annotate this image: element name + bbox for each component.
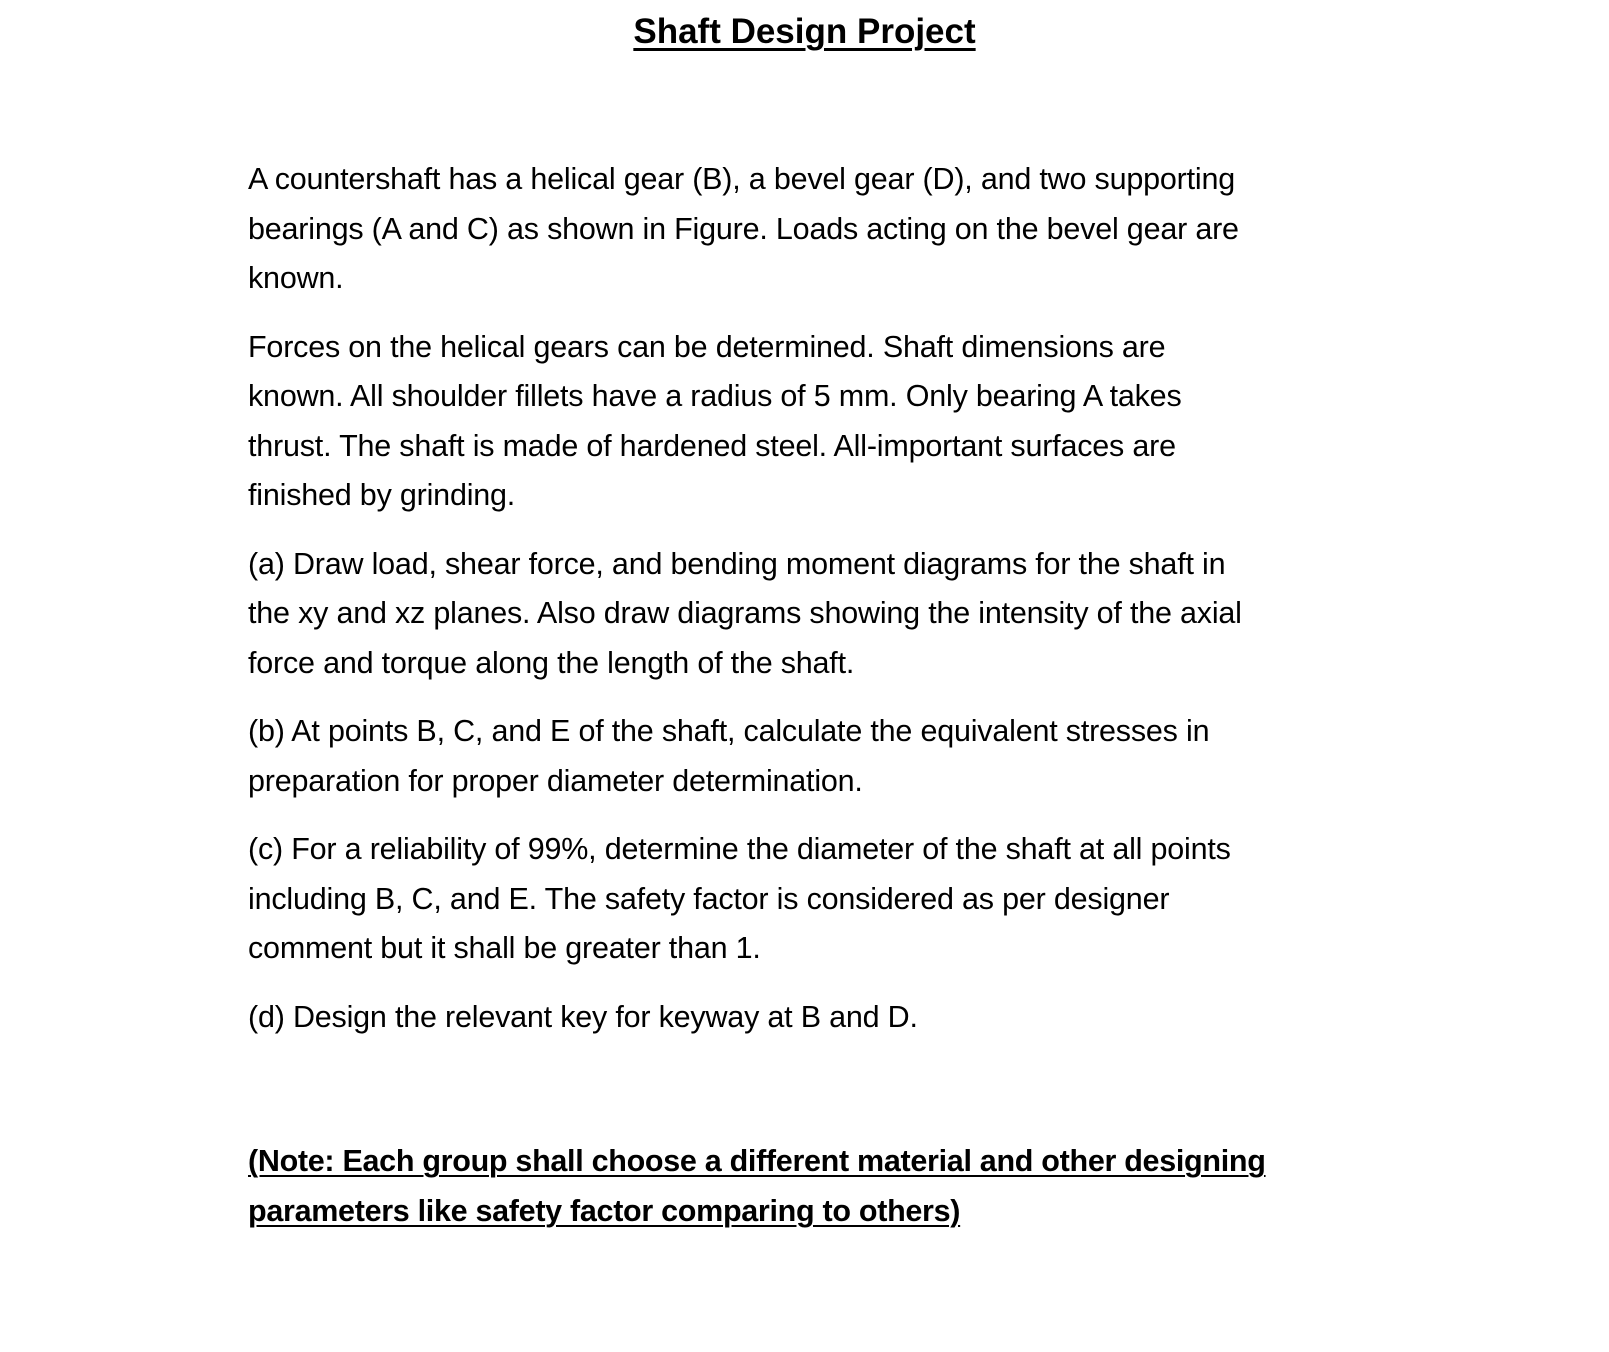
paragraph-line: bearings (A and C) as shown in Figure. Loads acting on the bevel gear are [248, 211, 1239, 246]
paragraph-line: (b) At points B, C, and E of the shaft, calculate the equivalent stresses in [248, 714, 1210, 748]
paragraph-line: comment but it shall be greater than 1. [248, 931, 761, 965]
task-a [248, 540, 1378, 689]
paragraph-line: force and torque along the length of the shaft. [248, 645, 855, 680]
paragraph-conditions [248, 323, 1378, 521]
task-b [248, 707, 1378, 806]
page-title-text: Shaft Design Project [633, 12, 976, 51]
paragraph-line: finished by grinding. [248, 478, 516, 512]
page-title [0, 8, 1609, 56]
paragraph-line: including B, C, and E. The safety factor is considered as per designer [248, 881, 1170, 916]
paragraph-line: known. All shoulder fillets have a radius of 5 mm. Only bearing A takes [248, 379, 1182, 413]
paragraph-line: the xy and xz planes. Also draw diagrams showing the intensity of the axial [248, 596, 1242, 630]
note [248, 1137, 1388, 1236]
document-body [248, 155, 1378, 1061]
paragraph-line: known. [248, 261, 344, 295]
task-d [248, 993, 1378, 1043]
task-c [248, 825, 1378, 974]
paragraph-line: A countershaft has a helical gear (B), a bevel gear (D), and two supporting [248, 162, 1235, 196]
paragraph-line: (a) Draw load, shear force, and bending moment diagrams for the shaft in [248, 546, 1226, 581]
paragraph-line: (d) Design the relevant key for keyway at B and D. [248, 999, 918, 1034]
paragraph-line: Forces on the helical gears can be determined. Shaft dimensions are [248, 329, 1166, 364]
note-line: parameters like safety factor comparing to others) [248, 1193, 961, 1228]
note-line: (Note: Each group shall choose a different material and other designing [248, 1144, 1266, 1178]
paragraph-line: (c) For a reliability of 99%, determine the diameter of the shaft at all points [248, 832, 1231, 866]
paragraph-line: thrust. The shaft is made of hardened steel. All-important surfaces are [248, 428, 1176, 463]
paragraph-line: preparation for proper diameter determination. [248, 763, 863, 798]
paragraph-intro [248, 155, 1378, 304]
